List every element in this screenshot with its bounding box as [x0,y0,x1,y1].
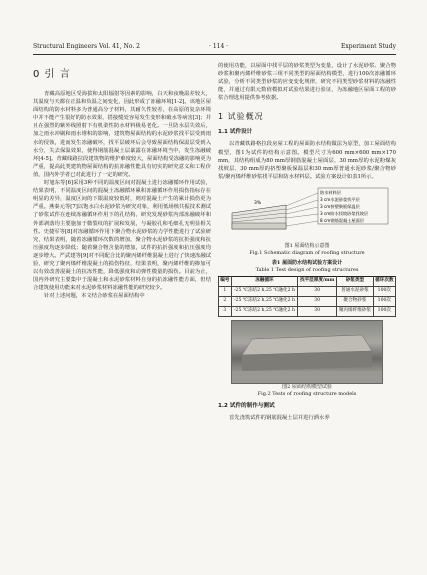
figure-caption-cn: 图1 屋面结构示意图 [284,242,330,249]
table-title-cn: 表1 屋面防水结构试验方案设计 [271,259,343,266]
layer-label: 8 cm钢筋混凝土屋面层 [320,217,364,223]
table-cell: 聚丙烯纤维砂浆 [337,306,374,316]
subsection-title: 1.2 试件的制作与测试 [218,402,275,409]
paragraph: 青藏高原地区受海拔和太阳辐射等因素的影响，白天和夜晚温差较大，其温度与天都在正温和负温之间变化，因此形成了冻融环境[1-2]。该地区屋面结构的防水材料多为普通高分子材料，其耐久性较差，在高原的复杂环境中并不能产生很好的防水效果，搭接缝处容易发生变形和破水等病害[3]；并且在强烈的紫外线照射下有机柔性防水材料极易老化。一旦防水层失效后，加之雨水冲刷和雨水堆积的影响，建筑物屋面结构的水泥砂浆找平层受到雨水的侵蚀，进而发生冻融破坏，找平层破坏后会导致屋面结构保温层受到入水分，失去保温效果，使得钢筋混凝土层暴露在冻融环境当中，发生冻融破坏[4-5]。青藏线路拉段建筑物的维护难度较大，屋面结构受冻融的影响更为严重，提高此类建筑物屋面结构的抗冻融性能具有切实的研究意义和工程价值，国内外学者已对此进行了一定的研究。 [33,91,211,178]
figure-caption-en: Fig.2 Tests of roofing structure models [257,390,357,397]
table-cell: 100次 [373,286,395,296]
roof-model-photo [231,320,383,384]
layer-label: 防水材料层 [320,189,341,195]
table-title-en: Table 1 Test design of roofing structures [255,266,359,273]
right-column [218,62,396,422]
section-label: Experiment Study [341,43,396,50]
figure-caption-en: Fig.1 Schematic diagram of roofing structure [249,249,365,256]
table-row [219,286,396,296]
paragraph: 以青藏铁路格拉段房屋工程的屋面防水结构做法为原型，加工屋面结构模型，图1为试件的结构示意图。模型尺寸为600 mm×600 mm×170 mm，其结构组成为80 mm厚钢筋混凝土屋面层、30 mm厚的水泥粉煤灰找坡层、30 mm厚的挤塑聚板保温层和30 mm厚普通水泥砂浆/聚合物砂浆/聚丙烯纤维砂浆找平层和防水材料层。试验方案设计如表1所示。 [218,141,396,180]
table-header-row [219,276,396,286]
table-cell: -25 ℃冻结2 h,25 ℃融化2 h [231,306,298,316]
layer-label: 3 cm水泥砂浆找平层 [320,196,360,202]
table-cell: 3 [219,306,232,316]
subsection-title: 1.1 试件设计 [218,129,253,136]
figure-roof-structure [218,185,396,243]
concrete-layer [232,223,286,229]
left-column [33,62,211,300]
figure-caption-cn: 图2 屋面结构模型试验 [282,383,332,390]
paragraph: 时旭东等[6]采用3种不同的温度区间对混凝土进行冻融循环作用试验，结果表明，不同温度区间的混凝土冻融循环累积冻融循环作用损伤指标存在明显的差异，温度区间的下限温度较低时，则对混凝土产生的累计损伤更为严重。燕秦元等[7]以饱水白水泥砂浆为研究对象，利用低场核共振技术测试了砂浆试件在连续冻融循环作用下的孔结构，研究发现砂浆内部冻融破坏和外部剥落均主要施加于微裂纹的扩展和发展，与凝胶孔和毛细孔无明显相关性。史捷军等[8]对冻融循环作用下聚合物水泥砂浆的力学性能进行了试验研究，结果表明，随着冻融循环次数的增加，聚合物水泥砂浆的抗折强度和抗压强度均逐步降低；随着聚合物含量的增加，试件的抗折强度和抗压强度均逐步增大。严武建等[9]对不同配合比的聚丙烯纤维混凝土进行了快速冻融试验，研究了聚丙烯纤维混凝土的损伤特征，结果表明，聚丙烯纤维的掺加可以有效改善混凝土的抗冻性能，降低强度和动弹性模量的损伤。目前为止，国内外研究主要集中于混凝土和水泥砂浆材料自身的抗冻融性能方面，但结合建筑使用功能来对水泥砂浆材料冻融性能的研究较少。 [33,180,211,292]
journal-name: Structural Engineers Vol. 41, No. 2 [33,43,140,50]
table-cell: 普通水泥砂浆 [337,286,374,296]
layer-label: 3 cm挤塑聚板保温层 [320,203,360,209]
table-row [219,306,396,316]
table-header: 找平层厚度/mm [298,276,337,286]
table-cell: 1 [219,286,232,296]
slope-label: 3% [254,200,262,206]
table-header: 冻融循环 [231,276,298,286]
test-design-table [218,276,396,317]
section-title-overview: 1 试验概况 [218,112,264,122]
paragraph: 的使用功能，以屋面中找平层的砂浆类型为变量，设计了水泥砂浆、聚合物砂浆和聚丙烯纤维砂浆三组不同类型的屋面结构模型，进行100次冻融循环试验，分析不同类型砂浆的应变变化规律，研究不同类型砂浆材料的冻融性能，并通过有限元数值模拟对试验结果进行验证，为冻融地区屋面工程的砂浆合理选用提供参考依据。 [218,63,396,102]
table-cell: 100次 [373,306,395,316]
layer-label: 3 cm防水找坡砂浆找坡层 [320,210,369,216]
table-header: 编号 [219,276,232,286]
table-cell: 100次 [373,296,395,306]
header-rule [33,54,396,55]
table-header: 砂浆类型 [337,276,374,286]
table-cell: 聚合物砂浆 [337,296,374,306]
page-number: · 114 · [209,43,229,50]
running-header [33,43,396,53]
table-cell: 30 [298,286,337,296]
table-cell: -25 ℃冻结2 h,25 ℃融化2 h [231,296,298,306]
paragraph: 针对上述问题，本文结合砂浆在屋面结构中 [44,293,145,300]
table-cell: 2 [219,296,232,306]
paragraph: 首先浇筑试件的钢筋混凝土层并进行洒水养 [229,414,330,421]
roof-structure-diagram [218,185,396,243]
table-row [219,296,396,306]
table-cell: 30 [298,296,337,306]
table-cell: -25 ℃冻结2 h,25 ℃融化2 h [231,286,298,296]
table-header: 循环次数 [373,276,395,286]
section-title-intro: 0 引 言 [33,69,71,80]
table-cell: 30 [298,306,337,316]
